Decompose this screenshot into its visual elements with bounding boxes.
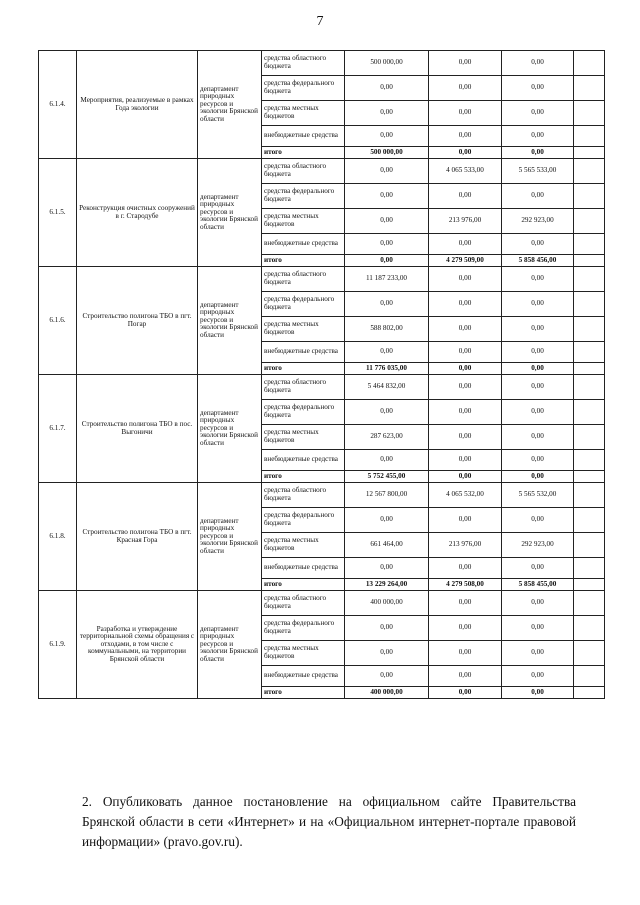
amount-year-3: 0,00 [502,292,574,317]
funding-source: итого [262,579,345,591]
amount-year-3: 5 858 456,00 [502,255,574,267]
funding-source: средства областного бюджета [262,591,345,616]
budget-table [38,50,605,699]
amount-year-2: 0,00 [429,184,502,209]
source-row [39,483,605,508]
funding-source: итого [262,471,345,483]
amount-year-3: 0,00 [502,147,574,159]
empty-cell [574,184,605,209]
activity-name: Мероприятия, реализуемые в рамках Года экологии [77,51,198,159]
funding-source: внебюджетные средства [262,666,345,687]
amount-year-3: 0,00 [502,425,574,450]
responsible-department: департамент природных ресурсов и экологии Брянской области [198,483,262,591]
empty-cell [574,616,605,641]
amount-year-2: 4 279 509,00 [429,255,502,267]
funding-source: итого [262,363,345,375]
empty-cell [574,508,605,533]
budget-table-body [39,51,605,699]
source-row [39,159,605,184]
item-number: 6.1.4. [39,51,77,159]
source-row [39,591,605,616]
footer-paragraph [82,792,576,852]
amount-year-3: 5 565 532,00 [502,483,574,508]
amount-year-2: 0,00 [429,292,502,317]
activity-name: Строительство полигона ТБО в пос. Выгоничи [77,375,198,483]
amount-year-2: 0,00 [429,400,502,425]
responsible-department: департамент природных ресурсов и экологии Брянской области [198,375,262,483]
empty-cell [574,292,605,317]
amount-year-2: 0,00 [429,363,502,375]
empty-cell [574,450,605,471]
responsible-department: департамент природных ресурсов и экологии Брянской области [198,591,262,699]
empty-cell [574,342,605,363]
funding-source: средства федерального бюджета [262,508,345,533]
responsible-department: департамент природных ресурсов и экологии Брянской области [198,267,262,375]
funding-source: средства областного бюджета [262,159,345,184]
activity-name: Реконструкция очистных сооружений в г. Стародубе [77,159,198,267]
amount-year-3: 0,00 [502,76,574,101]
amount-year-1: 0,00 [345,126,429,147]
amount-year-2: 0,00 [429,76,502,101]
funding-source: средства областного бюджета [262,375,345,400]
empty-cell [574,255,605,267]
funding-source: средства областного бюджета [262,483,345,508]
funding-source: итого [262,255,345,267]
empty-cell [574,76,605,101]
amount-year-2: 0,00 [429,616,502,641]
empty-cell [574,101,605,126]
empty-cell [574,209,605,234]
funding-source: средства федерального бюджета [262,184,345,209]
publication-instruction: 2. Опубликовать данное постановление на официальном сайте Правительства Брянской области в сети «Интернет» и на «Официальном интернет-портале правовой информации» (pravo.gov.ru). [82,794,576,849]
amount-year-3: 0,00 [502,687,574,699]
amount-year-1: 0,00 [345,76,429,101]
amount-year-3: 0,00 [502,591,574,616]
amount-year-2: 0,00 [429,425,502,450]
amount-year-2: 4 065 533,00 [429,159,502,184]
amount-year-2: 0,00 [429,591,502,616]
amount-year-2: 0,00 [429,666,502,687]
amount-year-3: 0,00 [502,508,574,533]
source-row [39,267,605,292]
amount-year-1: 0,00 [345,508,429,533]
funding-source: итого [262,687,345,699]
funding-source: внебюджетные средства [262,126,345,147]
funding-source: средства местных бюджетов [262,101,345,126]
source-row [39,51,605,76]
amount-year-3: 0,00 [502,450,574,471]
amount-year-2: 0,00 [429,317,502,342]
amount-year-3: 0,00 [502,234,574,255]
activity-name: Разработка и утверждение территориальной схемы обращения с отходами, в том числе с коммунальными, на территории Брянской области [77,591,198,699]
funding-source: средства областного бюджета [262,267,345,292]
responsible-department: департамент природных ресурсов и экологии Брянской области [198,159,262,267]
amount-year-2: 0,00 [429,641,502,666]
amount-year-3: 0,00 [502,317,574,342]
amount-year-1: 0,00 [345,234,429,255]
funding-source: средства местных бюджетов [262,641,345,666]
empty-cell [574,425,605,450]
item-number: 6.1.6. [39,267,77,375]
amount-year-1: 0,00 [345,292,429,317]
amount-year-1: 0,00 [345,450,429,471]
amount-year-1: 588 802,00 [345,317,429,342]
amount-year-3: 292 923,00 [502,533,574,558]
empty-cell [574,159,605,184]
amount-year-3: 0,00 [502,267,574,292]
amount-year-1: 500 000,00 [345,147,429,159]
amount-year-3: 0,00 [502,51,574,76]
amount-year-2: 0,00 [429,126,502,147]
funding-source: внебюджетные средства [262,234,345,255]
item-number: 6.1.7. [39,375,77,483]
amount-year-3: 0,00 [502,400,574,425]
amount-year-3: 292 923,00 [502,209,574,234]
amount-year-1: 400 000,00 [345,591,429,616]
empty-cell [574,375,605,400]
empty-cell [574,579,605,591]
amount-year-2: 213 976,00 [429,209,502,234]
funding-source: средства федерального бюджета [262,292,345,317]
source-row [39,375,605,400]
amount-year-1: 661 464,00 [345,533,429,558]
amount-year-1: 5 464 832,00 [345,375,429,400]
amount-year-1: 11 776 035,00 [345,363,429,375]
amount-year-3: 0,00 [502,342,574,363]
funding-source: средства местных бюджетов [262,533,345,558]
funding-source: средства местных бюджетов [262,209,345,234]
empty-cell [574,687,605,699]
amount-year-1: 0,00 [345,641,429,666]
item-number: 6.1.9. [39,591,77,699]
amount-year-3: 0,00 [502,666,574,687]
amount-year-2: 4 065 532,00 [429,483,502,508]
amount-year-3: 0,00 [502,558,574,579]
amount-year-3: 0,00 [502,101,574,126]
activity-name: Строительство полигона ТБО в пгт. Погар [77,267,198,375]
empty-cell [574,147,605,159]
amount-year-2: 0,00 [429,101,502,126]
responsible-department: департамент природных ресурсов и экологии Брянской области [198,51,262,159]
empty-cell [574,591,605,616]
amount-year-1: 0,00 [345,342,429,363]
empty-cell [574,666,605,687]
amount-year-2: 0,00 [429,450,502,471]
amount-year-2: 0,00 [429,51,502,76]
funding-source: средства областного бюджета [262,51,345,76]
amount-year-1: 0,00 [345,184,429,209]
amount-year-1: 13 229 264,00 [345,579,429,591]
funding-source: внебюджетные средства [262,342,345,363]
amount-year-1: 0,00 [345,558,429,579]
empty-cell [574,483,605,508]
amount-year-1: 5 752 455,00 [345,471,429,483]
funding-source: средства федерального бюджета [262,616,345,641]
amount-year-2: 0,00 [429,687,502,699]
empty-cell [574,317,605,342]
amount-year-1: 400 000,00 [345,687,429,699]
empty-cell [574,363,605,375]
funding-source: средства местных бюджетов [262,317,345,342]
item-number: 6.1.8. [39,483,77,591]
amount-year-1: 0,00 [345,209,429,234]
amount-year-3: 0,00 [502,363,574,375]
empty-cell [574,533,605,558]
amount-year-1: 12 567 800,00 [345,483,429,508]
amount-year-3: 0,00 [502,641,574,666]
amount-year-2: 0,00 [429,375,502,400]
amount-year-1: 0,00 [345,400,429,425]
amount-year-3: 5 858 455,00 [502,579,574,591]
empty-cell [574,641,605,666]
amount-year-1: 500 000,00 [345,51,429,76]
amount-year-3: 0,00 [502,126,574,147]
empty-cell [574,558,605,579]
amount-year-3: 0,00 [502,471,574,483]
empty-cell [574,126,605,147]
amount-year-2: 213 976,00 [429,533,502,558]
funding-source: средства федерального бюджета [262,400,345,425]
amount-year-2: 0,00 [429,558,502,579]
amount-year-2: 0,00 [429,471,502,483]
amount-year-3: 0,00 [502,184,574,209]
item-number: 6.1.5. [39,159,77,267]
funding-source: итого [262,147,345,159]
amount-year-1: 0,00 [345,616,429,641]
amount-year-1: 0,00 [345,666,429,687]
amount-year-3: 0,00 [502,616,574,641]
amount-year-2: 0,00 [429,267,502,292]
funding-source: средства федерального бюджета [262,76,345,101]
amount-year-2: 0,00 [429,342,502,363]
amount-year-1: 287 623,00 [345,425,429,450]
amount-year-1: 0,00 [345,159,429,184]
amount-year-3: 5 565 533,00 [502,159,574,184]
funding-source: средства местных бюджетов [262,425,345,450]
funding-source: внебюджетные средства [262,450,345,471]
amount-year-1: 0,00 [345,255,429,267]
empty-cell [574,51,605,76]
amount-year-1: 0,00 [345,101,429,126]
page-number: 7 [316,14,324,29]
empty-cell [574,234,605,255]
amount-year-2: 0,00 [429,508,502,533]
funding-source: внебюджетные средства [262,558,345,579]
amount-year-1: 11 187 233,00 [345,267,429,292]
amount-year-3: 0,00 [502,375,574,400]
activity-name: Строительство полигона ТБО в пгт. Красная Гора [77,483,198,591]
empty-cell [574,471,605,483]
empty-cell [574,267,605,292]
amount-year-2: 0,00 [429,147,502,159]
amount-year-2: 0,00 [429,234,502,255]
amount-year-2: 4 279 508,00 [429,579,502,591]
empty-cell [574,400,605,425]
